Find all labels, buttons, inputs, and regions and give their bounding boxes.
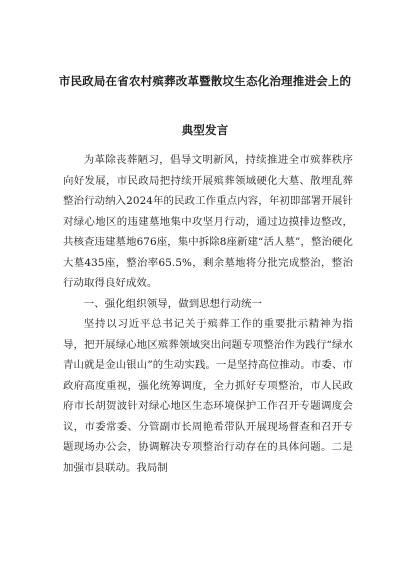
paragraph-section-1: 坚持以习近平总书记关于殡葬工作的重要批示精神为指导，把开展绿心地区殡葬领域突出问题专项整治作为践行“绿水青山就是金山银山”的生动实践。一是坚持高位推动。市委、市政府高度重视，强化统筹调度，全力抓好专项整治，市人民政府市长胡贺波针对绿心地区生态环境保护工作召开专题调度会议，市委常委、分管副市长周艳希带队开展现场督查和召开专题现场办公会，协调解决专项整治行动存在的具体问题。二是加强市县联动。我局制: [63, 318, 353, 474]
section-heading-1: 一、强化组织领导，做到思想行动统一: [83, 297, 263, 310]
paragraph-intro: 为革除丧葬陋习，倡导文明新风，持续推进全市殡葬秩序向好发展，市民政局把持续开展殡葬领域硬化大墓、散埋乱葬整治行动纳入2024年的民政工作重点内容，年初即部署开展针对绿心地区的违建墓地集中攻坚月行动，通过边摸排边整改，共核查违建墓地676座，集中拆除8座新建“活人墓”，整治硬化大墓435座，整治率65.5%，剩余墓地将分批完成整治，整治行动取得良好成效。: [63, 154, 353, 289]
document-subtitle: 典型发言: [181, 123, 229, 137]
document-title: 市民政局在省农村殡葬改革暨散坟生态化治理推进会上的: [58, 74, 352, 88]
document-body: [63, 150, 353, 478]
